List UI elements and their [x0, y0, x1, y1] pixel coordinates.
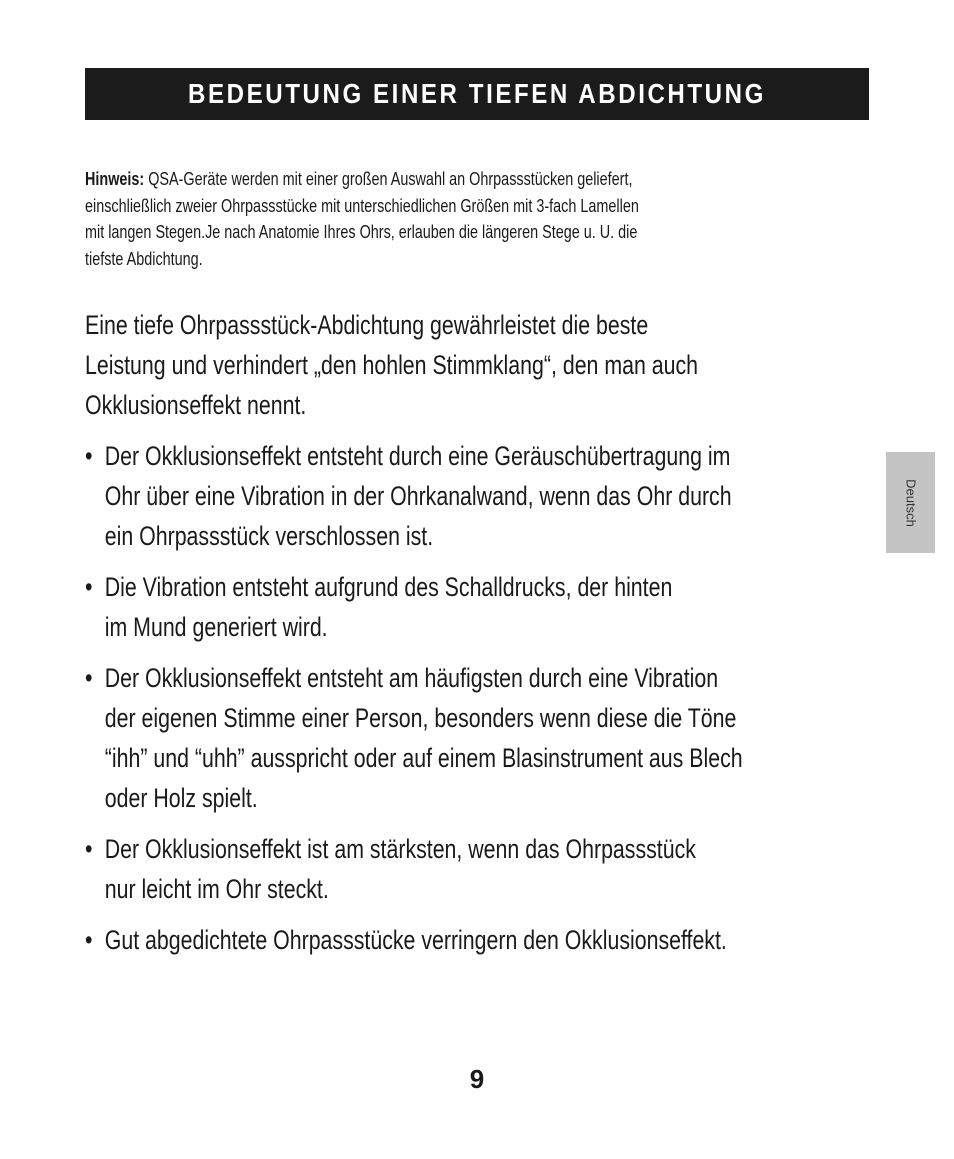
intro-paragraph: [85, 305, 796, 425]
bullet-line: oder Holz spielt.: [104, 783, 258, 813]
note-line: tiefste Abdichtung.: [85, 248, 203, 269]
page-number: 9: [469, 1064, 485, 1094]
main-content: [85, 305, 796, 960]
note-line: [85, 166, 781, 193]
intro-line: Leistung und verhindert „den hohlen Stimmklang“, den man auch: [85, 350, 699, 380]
bullet-line: im Mund generiert wird.: [104, 612, 328, 642]
bullet-line: der eigenen Stimme einer Person, besonders wenn diese die Töne: [104, 703, 737, 733]
bullet-line: Der Okklusionseffekt ist am stärksten, wenn das Ohrpassstück: [104, 834, 696, 864]
bullet-marker: •: [85, 925, 93, 955]
bullet-line: Der Okklusionseffekt entsteht durch eine Geräuschübertragung im: [104, 441, 731, 471]
note-line: mit langen Stegen.Je nach Anatomie Ihres Ohrs, erlauben die längeren Stege u. U. die: [85, 222, 638, 242]
bullet-line: Ohr über eine Vibration in der Ohrkanalwand, wenn das Ohr durch: [104, 481, 732, 511]
note-label: Hinweis:: [85, 169, 145, 189]
bullet-line: ein Ohrpassstück verschlossen ist.: [104, 521, 434, 551]
bullet-line: nur leicht im Ohr steckt.: [104, 874, 329, 904]
bullet-marker: •: [85, 441, 93, 471]
intro-line: Eine tiefe Ohrpassstück-Abdichtung gewährleistet die beste: [85, 310, 649, 340]
bullet-line: Gut abgedichtete Ohrpassstücke verringern den Okklusionseffekt.: [104, 925, 727, 955]
bullet-line: “ihh” und “uhh” ausspricht oder auf einem Blasinstrument aus Blech: [104, 743, 743, 773]
bullet-marker: •: [85, 572, 93, 602]
section-header-bar: [85, 68, 869, 120]
note-paragraph: [85, 166, 781, 272]
language-tab-label: Deutsch: [903, 478, 918, 527]
bullet-item: [85, 829, 796, 909]
section-title: BEDEUTUNG EINER TIEFEN ABDICHTUNG: [188, 78, 766, 109]
bullet-item: [85, 658, 796, 818]
bullet-marker: •: [85, 663, 93, 693]
bullet-item: [85, 920, 796, 960]
bullet-item: [85, 436, 796, 556]
bullet-list: [85, 436, 796, 960]
note-line: einschließlich zweier Ohrpassstücke mit unterschiedlichen Größen mit 3-fach Lamellen: [85, 195, 639, 216]
bullet-line: Der Okklusionseffekt entsteht am häufigsten durch eine Vibration: [104, 663, 719, 693]
note-text: QSA-Geräte werden mit einer großen Auswahl an Ohrpassstücken geliefert,: [144, 169, 633, 189]
language-tab: [886, 452, 935, 553]
bullet-marker: •: [85, 834, 93, 864]
intro-line: Okklusionseffekt nennt.: [85, 390, 307, 420]
bullet-line: Die Vibration entsteht aufgrund des Schalldrucks, der hinten: [104, 572, 673, 602]
bullet-item: [85, 567, 796, 647]
